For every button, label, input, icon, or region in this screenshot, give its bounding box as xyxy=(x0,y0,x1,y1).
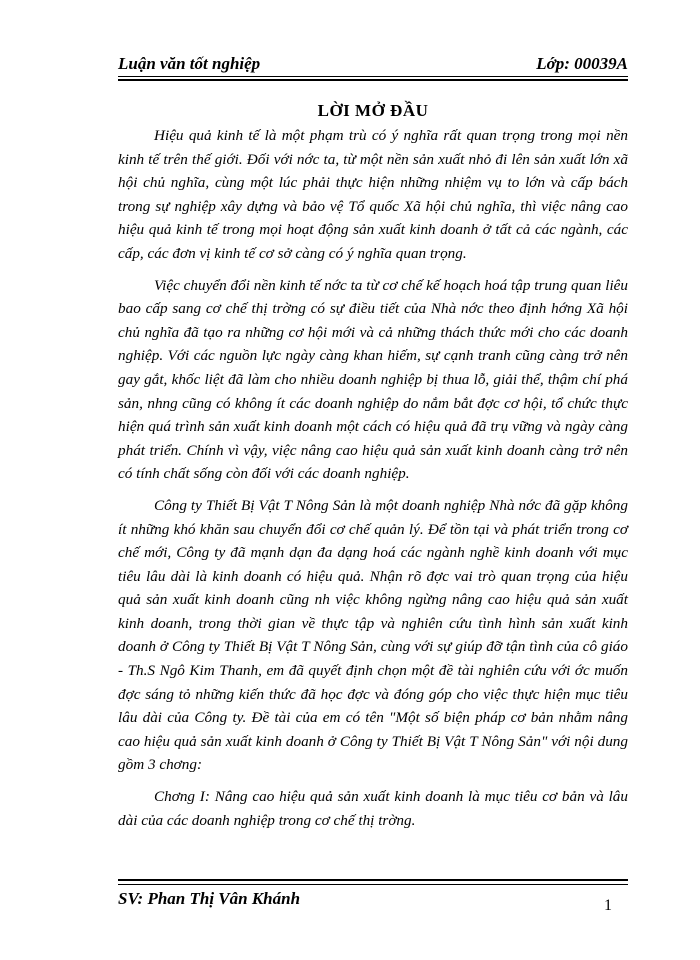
footer-rule-thick xyxy=(118,879,628,881)
paragraph-2: Việc chuyển đổi nền kinh tế nớc ta từ cơ chế kế hoạch hoá tập trung quan liêu bao cấp sang cơ chế thị trờng có sự điều tiết của Nhà nớc theo định hớng Xã hội chủ nghĩa đã tạo ra những cơ hội mới và cả những thách thức mới cho các doanh nghiệp. Với các nguồn lực ngày càng khan hiếm, sự cạnh tranh cũng càng trở nên gay gắt, khốc liệt đã làm cho nhiều doanh nghiệp bị thua lỗ, giải thể, thậm chí phá sản, nhng cũng có không ít các doanh nghiệp do nắm bắt đợc cơ hội, tổ chức thực hiện quá trình sản xuất kinh doanh một cách có hiệu quả đã trụ vững và ngày càng phát triển. Chính vì vậy, việc nâng cao hiệu quả sản xuất kinh doanh càng trở nên có tính chất sống còn đối với các doanh nghiệp. xyxy=(118,276,628,483)
paragraph-3: Công ty Thiết Bị Vật T Nông Sản là một doanh nghiệp Nhà nớc đã gặp không ít những khó khăn sau chuyển đổi cơ chế quản lý. Để tồn tại và phát triển trong cơ chế mới, Công ty đã mạnh dạn đa dạng hoá các ngành nghề kinh doanh với mục tiêu lâu dài là kinh doanh có hiệu quả. Nhận rõ đợc vai trò quan trọng của hiệu quả sản xuất kinh doanh cũng nh việc không ngừng nâng cao hiệu quả sản xuất kinh doanh, trong thời gian về thực tập và nghiên cứu tình hình sản xuất kinh doanh ở Công ty Thiết Bị Vật T Nông Sản, cùng với sự giúp đỡ tận tình của cô giáo - Th.S Ngô Kim Thanh, em đã quyết định chọn một đề tài nghiên cứu với ớc muốn đợc sáng tỏ những kiến thức đã học đợc và đóng góp cho việc thực hiện mục tiêu lâu dài của Công ty. Đề tài của em có tên "Một số biện pháp cơ bản nhằm nâng cao hiệu quả sản xuất kinh doanh ở Công ty Thiết Bị Vật T Nông Sản" với nội dung gồm 3 chơng: xyxy=(118,496,628,774)
paragraph-4: Chơng I: Nâng cao hiệu quả sản xuất kinh doanh là mục tiêu cơ bản và lâu dài của các doanh nghiệp trong cơ chế thị trờng. xyxy=(118,788,628,829)
document-body xyxy=(118,124,628,840)
header-class-label: Lớp: 00039A xyxy=(536,54,628,73)
page-number: 1 xyxy=(604,897,612,914)
page-header xyxy=(118,50,628,76)
document-title: LỜI MỞ ĐẦU xyxy=(317,101,429,120)
header-rule-thin xyxy=(118,76,628,77)
header-thesis-label: Luận văn tốt nghiệp xyxy=(118,54,261,73)
footer-author: SV: Phan Thị Vân Khánh xyxy=(118,889,301,908)
footer-rule-thin xyxy=(118,884,628,885)
header-rule-thick xyxy=(118,79,628,81)
paragraph-1: Hiệu quả kinh tế là một phạm trù có ý nghĩa rất quan trọng trong mọi nền kinh tế trên thế giới. Đối với nớc ta, từ một nền sản xuất nhỏ đi lên sản xuất lớn xã hội chủ nghĩa, cùng một lúc phải thực hiện những nhiệm vụ to lớn và cấp bách trong sự nghiệp xây dựng và bảo vệ Tổ quốc Xã hội chủ nghĩa, thì việc nâng cao hiệu quả kinh tế trong mọi hoạt động sản xuất kinh doanh ở tất cả các ngành, các cấp, các đơn vị kinh tế cơ sở càng có ý nghĩa quan trọng. xyxy=(118,127,628,262)
